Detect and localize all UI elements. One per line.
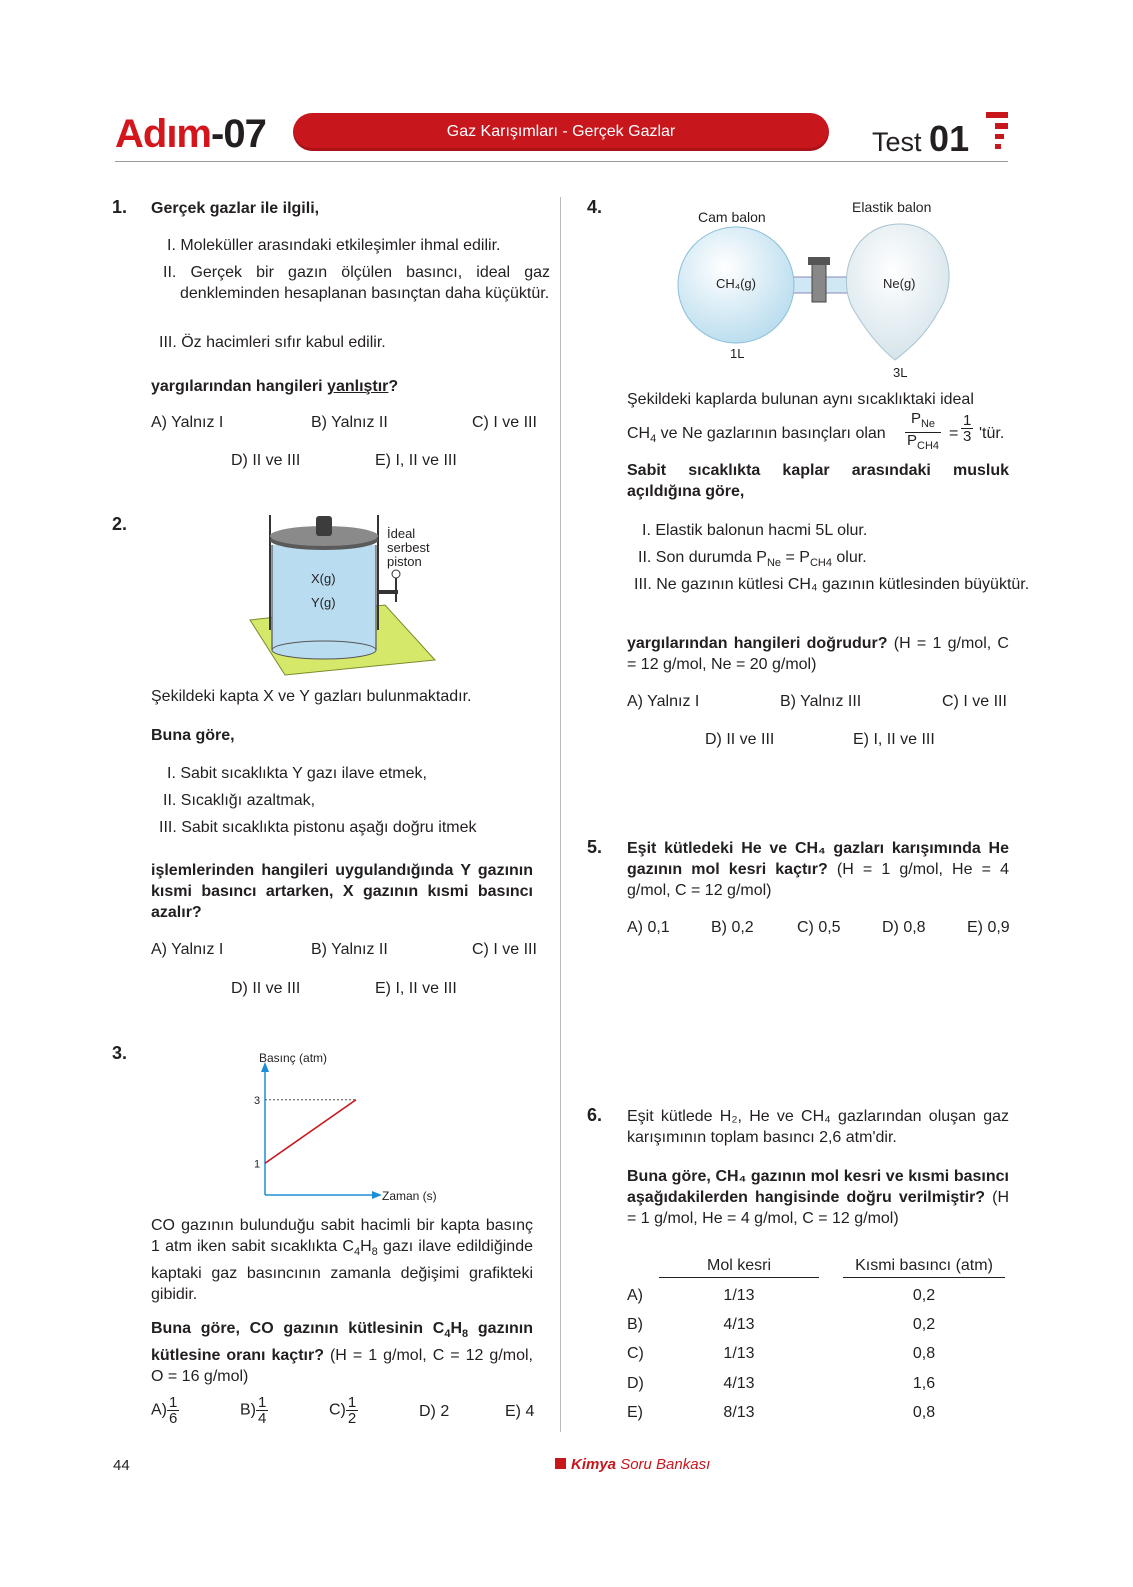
table-row-option[interactable]: A): [627, 1287, 643, 1304]
question-1-choice-b[interactable]: B) Yalnız II: [311, 414, 388, 431]
question-2-lead: Buna göre,: [151, 727, 235, 744]
table-row-option[interactable]: B): [627, 1316, 643, 1333]
question-4-item-2: II. Son durumda $P_{Ne} = P_{CH4}$ olur.: [638, 549, 867, 570]
x-axis-arrow-icon: [372, 1191, 382, 1199]
question-4-description-2: $CH_4$ ve Ne gazlarının basınçları olan $P_{Ne}$ $P_{CH4}$ = $\frac{1}{3}$ 'tür.: [627, 410, 1005, 452]
question-4-choice-b[interactable]: B) Yalnız III: [780, 693, 862, 710]
question-2-choice-c[interactable]: C) I ve III: [472, 941, 537, 958]
question-6-number: 6.: [587, 1105, 603, 1125]
topic-banner: Gaz Karışımları - Gerçek Gazlar: [293, 113, 829, 151]
question-4-number: 4.: [587, 197, 603, 217]
table-cell-partial-pressure: 0,8: [912, 1404, 936, 1421]
question-1-choice-e[interactable]: E) I, II ve III: [375, 452, 457, 469]
question-5-choice-b[interactable]: B) 0,2: [711, 919, 754, 936]
volume-1l-label: 1L: [730, 346, 745, 361]
question-3-choice-a[interactable]: A) $\frac{1}{6}$: [151, 1394, 178, 1427]
table-header-mol-fraction: Mol kesri: [659, 1257, 819, 1278]
question-3-choice-b[interactable]: B) $\frac{1}{4}$: [240, 1394, 267, 1427]
question-1-number: 1.: [112, 197, 128, 217]
question-2-choice-b[interactable]: B) Yalnız II: [311, 941, 388, 958]
question-5-choice-e[interactable]: E) 0,9: [967, 919, 1010, 936]
table-cell-mol-fraction: 1/13: [723, 1287, 755, 1304]
page-number: 44: [113, 1457, 130, 1474]
question-5-number: 5.: [587, 837, 603, 857]
question-3-prompt: Buna göre, CO gazının kütlesinin $C_4H_8$ gazının kütlesine oranı kaçtır? (H = 1 g/mol, C = 12 g/mol, O = 16 g/mol): [151, 1320, 534, 1386]
question-1-choice-d[interactable]: D) II ve III: [231, 452, 301, 469]
pressure-time-chart: [240, 1042, 470, 1212]
table-cell-mol-fraction: 4/13: [723, 1375, 755, 1392]
question-5-choice-a[interactable]: A) 0,1: [627, 919, 670, 936]
table-header-partial-pressure: Kısmi basıncı (atm): [843, 1257, 1005, 1278]
test-flag-icon: [986, 112, 1008, 152]
table-cell-mol-fraction: 4/13: [723, 1316, 755, 1333]
question-1-choice-c[interactable]: C) I ve III: [472, 414, 537, 431]
question-2-item-2: II. Sıcaklığı azaltmak,: [163, 792, 316, 809]
table-cell-partial-pressure: 0,2: [912, 1287, 936, 1304]
ch4-gas-label: CH₄(g): [716, 276, 756, 291]
question-4-choice-a[interactable]: A) Yalnız I: [627, 693, 700, 710]
question-4-choice-d[interactable]: D) II ve III: [705, 731, 775, 748]
question-1-item-2: II. Gerçek bir gazın ölçülen basıncı, ideal gaz denkleminden hesaplanan basınçtan daha küçüktür.: [163, 264, 550, 302]
table-row-option[interactable]: E): [627, 1404, 643, 1421]
footer-brand: Kimya Soru Bankası: [555, 1456, 710, 1473]
table-row-option[interactable]: C): [627, 1345, 644, 1362]
question-2-description: Şekildeki kapta X ve Y gazları bulunmaktadır.: [151, 688, 472, 705]
header-rule: [115, 161, 1008, 162]
table-row-option[interactable]: D): [627, 1375, 644, 1392]
gas-y-label: Y(g): [311, 595, 336, 610]
question-5-choice-c[interactable]: C) 0,5: [797, 919, 841, 936]
question-1-item-1: I. Moleküller arasındaki etkileşimler ihmal edilir.: [167, 237, 501, 254]
ne-gas-label: Ne(g): [883, 276, 916, 291]
piston-label: İdeal serbest piston: [387, 526, 430, 569]
question-1-item-3: III. Öz hacimleri sıfır kabul edilir.: [159, 334, 386, 351]
question-1-prompt: yargılarından hangileri yanlıştır?: [151, 378, 399, 395]
question-4-lead: Sabit sıcaklıkta kaplar arasındaki musluk açıldığına göre,: [627, 462, 1009, 500]
footer-square-icon: [555, 1458, 566, 1469]
question-2-item-1: I. Sabit sıcaklıkta Y gazı ilave etmek,: [167, 765, 427, 782]
question-2-choice-d[interactable]: D) II ve III: [231, 980, 301, 997]
question-3-choice-d[interactable]: D) 2: [419, 1403, 450, 1420]
test-label: Test 01: [872, 118, 970, 159]
question-4-item-3: III. Ne gazının kütlesi CH₄ gazının kütlesinden büyüktür.: [634, 576, 1030, 593]
y-axis-label: Basınç (atm): [259, 1051, 328, 1065]
question-2-number: 2.: [112, 514, 128, 534]
series-line: [265, 1100, 356, 1164]
question-5-choice-d[interactable]: D) 0,8: [882, 919, 926, 936]
question-2-prompt: işlemlerinden hangileri uygulandığında Y gazının kısmi basıncı artarken, X gazının kısmi basıncı azalır?: [151, 862, 533, 921]
volume-3l-label: 3L: [893, 365, 908, 380]
question-3-description: CO gazının bulunduğu sabit hacimli bir kapta basınç 1 atm iken sabit sıcaklıkta $C_4H_8$ gazı ilave edildiğinde kaptaki gaz basıncının zamanla değişimi grafikteki gibidir.: [151, 1217, 533, 1304]
y-tick-label-3: 3: [254, 1094, 261, 1107]
y-tick-label-1: 1: [254, 1158, 261, 1171]
table-cell-partial-pressure: 0,8: [912, 1345, 936, 1362]
glass-balloon-label: Cam balon: [698, 209, 766, 225]
question-4-choice-e[interactable]: E) I, II ve III: [853, 731, 935, 748]
question-3-choice-e[interactable]: E) 4: [505, 1403, 535, 1420]
question-1-choice-a[interactable]: A) Yalnız I: [151, 414, 224, 431]
gas-x-label: X(g): [311, 571, 336, 586]
question-4-item-1: I. Elastik balonun hacmi 5L olur.: [642, 522, 868, 539]
question-6-prompt: Buna göre, CH₄ gazının mol kesri ve kısmi basıncı aşağıdakilerden hangisinde doğru verilmiştir? (H = 1 g/mol, He = 4 g/mol, C = 12 g/mol): [627, 1168, 1010, 1227]
question-6-description: Eşit kütlede H₂, He ve CH₄ gazlarından oluşan gaz karışımının toplam basıncı 2,6 atm'dir.: [627, 1108, 1009, 1146]
table-cell-mol-fraction: 8/13: [723, 1404, 755, 1421]
series-logo: Adım-07: [115, 112, 266, 156]
question-2-choice-e[interactable]: E) I, II ve III: [375, 980, 457, 997]
question-5-prompt: Eşit kütledeki He ve CH₄ gazları karışımında He gazının mol kesri kaçtır? (H = 1 g/mol, He = 4 g/mol, C = 12 g/mol): [627, 840, 1009, 899]
table-cell-mol-fraction: 1/13: [723, 1345, 755, 1362]
question-3-choice-c[interactable]: C) $\frac{1}{2}$: [329, 1394, 357, 1427]
question-3-number: 3.: [112, 1043, 128, 1063]
table-cell-partial-pressure: 0,2: [912, 1316, 936, 1333]
elastic-balloon-label: Elastik balon: [852, 199, 932, 215]
question-4-prompt: yargılarından hangileri doğrudur? (H = 1 g/mol, C = 12 g/mol, Ne = 20 g/mol): [627, 635, 1009, 673]
column-divider: [560, 197, 561, 1432]
table-cell-partial-pressure: 1,6: [912, 1375, 936, 1392]
balloons-figure: [670, 212, 970, 377]
question-1-stem: Gerçek gazlar ile ilgili,: [151, 200, 320, 217]
question-4-description-1: Şekildeki kaplarda bulunan aynı sıcaklıktaki ideal: [627, 391, 974, 408]
question-2-choice-a[interactable]: A) Yalnız I: [151, 941, 224, 958]
question-4-choice-c[interactable]: C) I ve III: [942, 693, 1007, 710]
question-2-item-3: III. Sabit sıcaklıkta pistonu aşağı doğru itmek: [159, 819, 477, 836]
x-axis-label: Zaman (s): [382, 1189, 437, 1203]
